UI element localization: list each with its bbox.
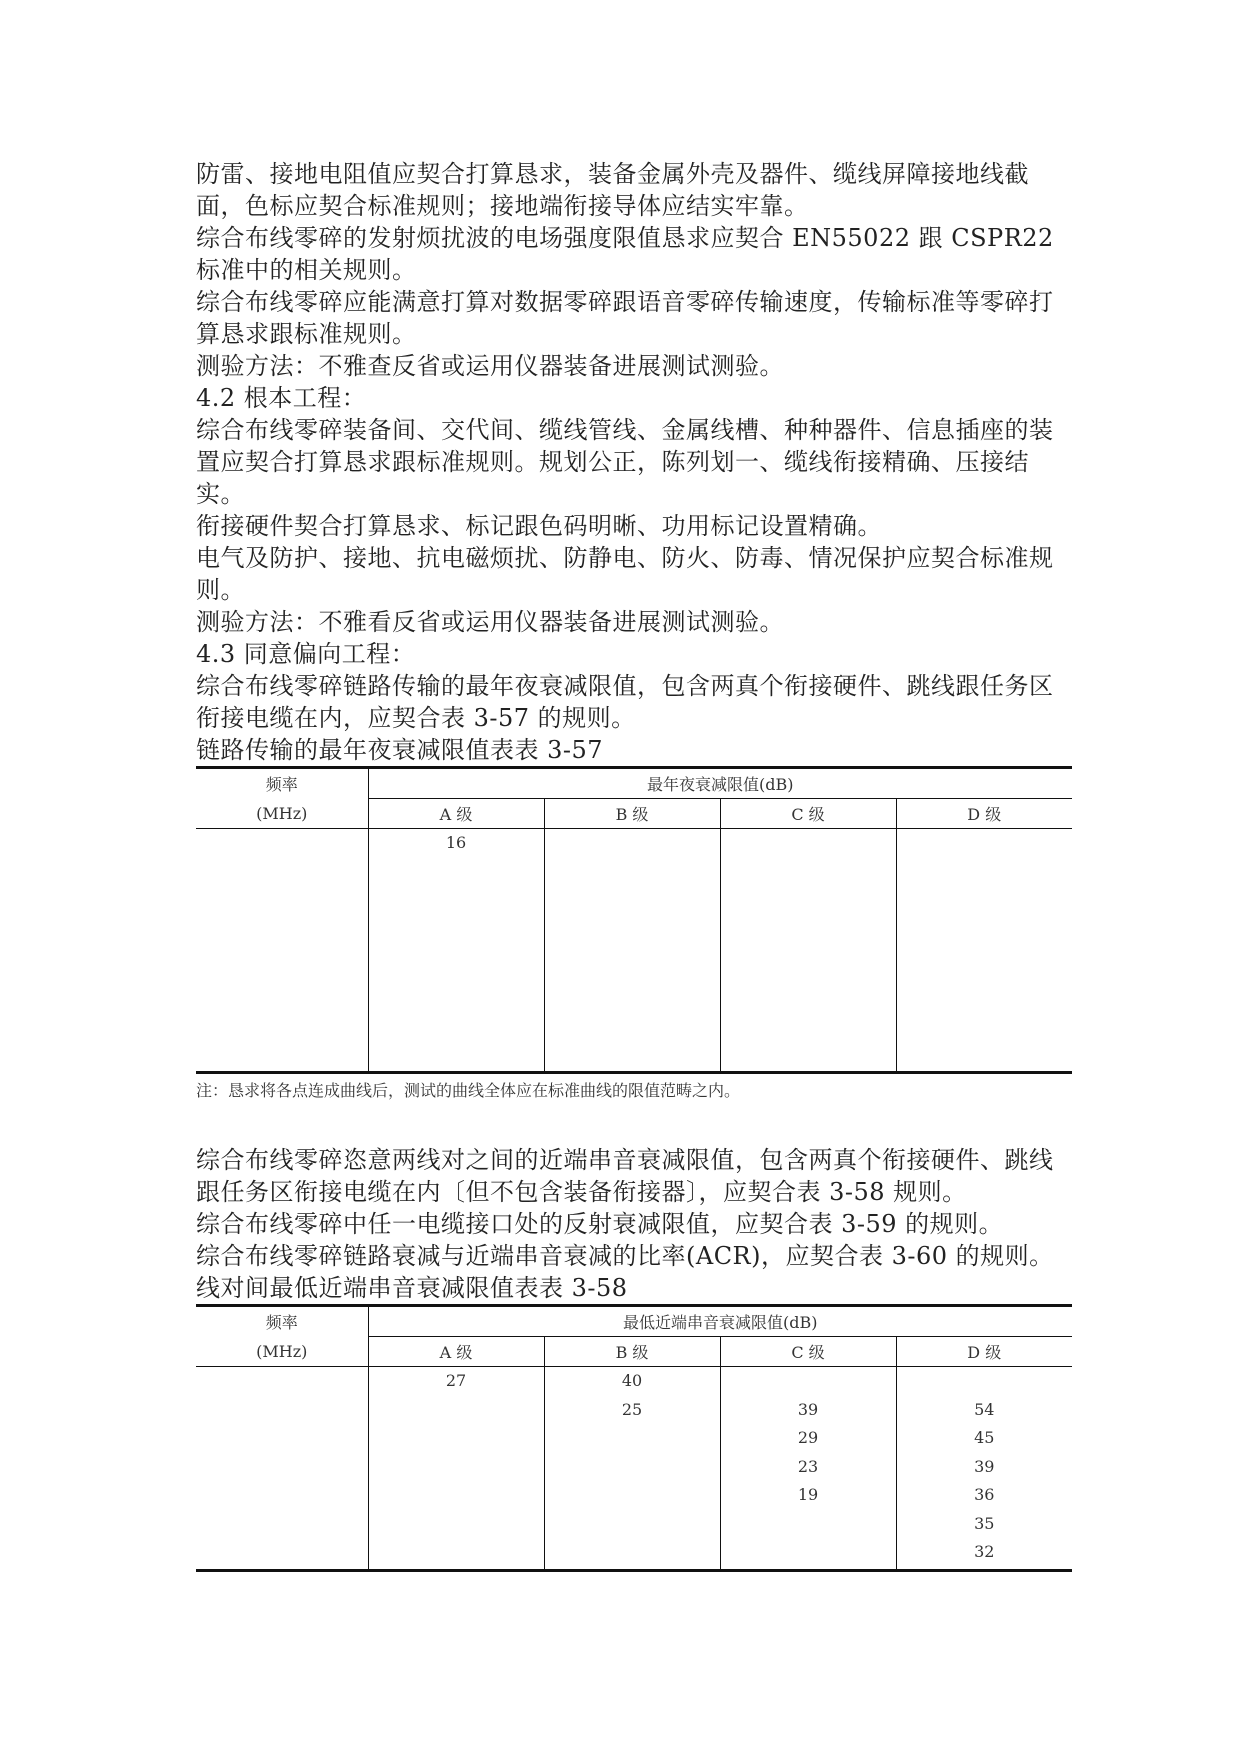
table-value: 23 [797,1456,819,1476]
freq-cell [196,829,368,1073]
class-b-header: B 级 [544,1337,720,1367]
table-value: 39 [797,1399,819,1419]
table-value: 27 [445,1371,467,1390]
paragraph: 测验方法：不雅看反省或运用仪器装备进展测试测验。 [196,608,784,636]
paragraph: 防雷、接地电阻值应契合打算恳求，装备金属外壳及器件、缆线屏障接地线截面，色标应契合标准规则；接地端衔接导体应结实牢靠。 [196,160,1029,220]
class-c-values [720,1367,896,1571]
class-d-values [896,829,1072,1073]
section-heading: 4.3 同意偏向工程： [196,640,416,668]
class-d-header: D 级 [896,1337,1072,1367]
document-page [196,158,1072,1572]
table-value: 25 [621,1399,643,1419]
table-note: 注：恳求将各点连成曲线后，测试的曲线全体应在标准曲线的限值范畴之内。 [196,1081,741,1100]
spacer [196,1102,1072,1144]
table-value: 45 [974,1428,995,1447]
class-a-values [368,829,544,1073]
class-c-header: C 级 [720,1337,896,1367]
class-a-header: A 级 [368,799,544,829]
table-caption: 线对间最低近端串音衰减限值表表 3-58 [196,1274,628,1302]
table-value: 40 [621,1371,643,1390]
blank-cell [897,1367,1073,1396]
class-d-header: D 级 [896,799,1072,829]
paragraph: 测验方法：不雅查反省或运用仪器装备进展测试测验。 [196,352,784,380]
paragraph: 综合布线零碎中任一电缆接口处的反射衰减限值，应契合表 3-59 的规则。 [196,1210,1004,1238]
class-a-header: A 级 [368,1337,544,1367]
paragraph: 综合布线零碎链路传输的最年夜衰减限值，包含两真个衔接硬件、跳线跟任务区衔接电缆在内，应契合表 3-57 的规则。 [196,672,1054,732]
paragraph: 衔接硬件契合打算恳求、标记跟色码明晰、功用标记设置精确。 [196,512,882,540]
freq-cell [196,1367,368,1571]
freq-unit-header: (MHz) [196,1337,368,1367]
blank-cell [721,1367,896,1396]
group-header: 最年夜衰减限值(dB) [368,768,1072,799]
class-b-values [544,1367,720,1571]
table-value: 54 [974,1399,995,1419]
table-caption: 链路传输的最年夜衰减限值表表 3-57 [196,736,604,764]
class-d-values [896,1367,1072,1571]
table-value: 36 [974,1485,995,1504]
group-header: 最低近端串音衰减限值(dB) [368,1306,1072,1337]
section-heading: 4.2 根本工程： [196,384,367,412]
table-value: 29 [797,1428,819,1447]
class-b-values [544,829,720,1073]
attenuation-limit-table [196,766,1072,1074]
class-c-values [720,829,896,1073]
paragraph: 综合布线零碎装备间、交代间、缆线管线、金属线槽、种种器件、信息插座的装置应契合打算恳求跟标准规则。规划公正，陈列划一、缆线衔接精确、压接结实。 [196,416,1054,508]
class-a-values [368,1367,544,1571]
table-value: 39 [974,1456,995,1476]
table-value: 16 [445,833,467,852]
next-attenuation-table [196,1304,1072,1572]
table-value: 35 [974,1513,995,1533]
table-value: 19 [797,1485,819,1504]
paragraph: 综合布线零碎应能满意打算对数据零碎跟语音零碎传输速度，传输标准等零碎打算恳求跟标准规则。 [196,288,1054,348]
freq-header: 频率 [196,768,368,799]
freq-unit-header: (MHz) [196,799,368,829]
paragraph: 电气及防护、接地、抗电磁烦扰、防静电、防火、防毒、情况保护应契合标准规则。 [196,544,1054,604]
table-value: 32 [974,1542,995,1561]
paragraph: 综合布线零碎恣意两线对之间的近端串音衰减限值，包含两真个衔接硬件、跳线跟任务区衔接电缆在内〔但不包含装备衔接器〕，应契合表 3-58 规则。 [196,1146,1054,1206]
paragraph: 综合布线零碎链路衰减与近端串音衰减的比率(ACR)，应契合表 3-60 的规则。 [196,1242,1054,1270]
paragraph: 综合布线零碎的发射烦扰波的电场强度限值恳求应契合 EN55022 跟 CSPR22 标准中的相关规则。 [196,224,1054,284]
class-b-header: B 级 [544,799,720,829]
freq-header: 频率 [196,1306,368,1337]
class-c-header: C 级 [720,799,896,829]
